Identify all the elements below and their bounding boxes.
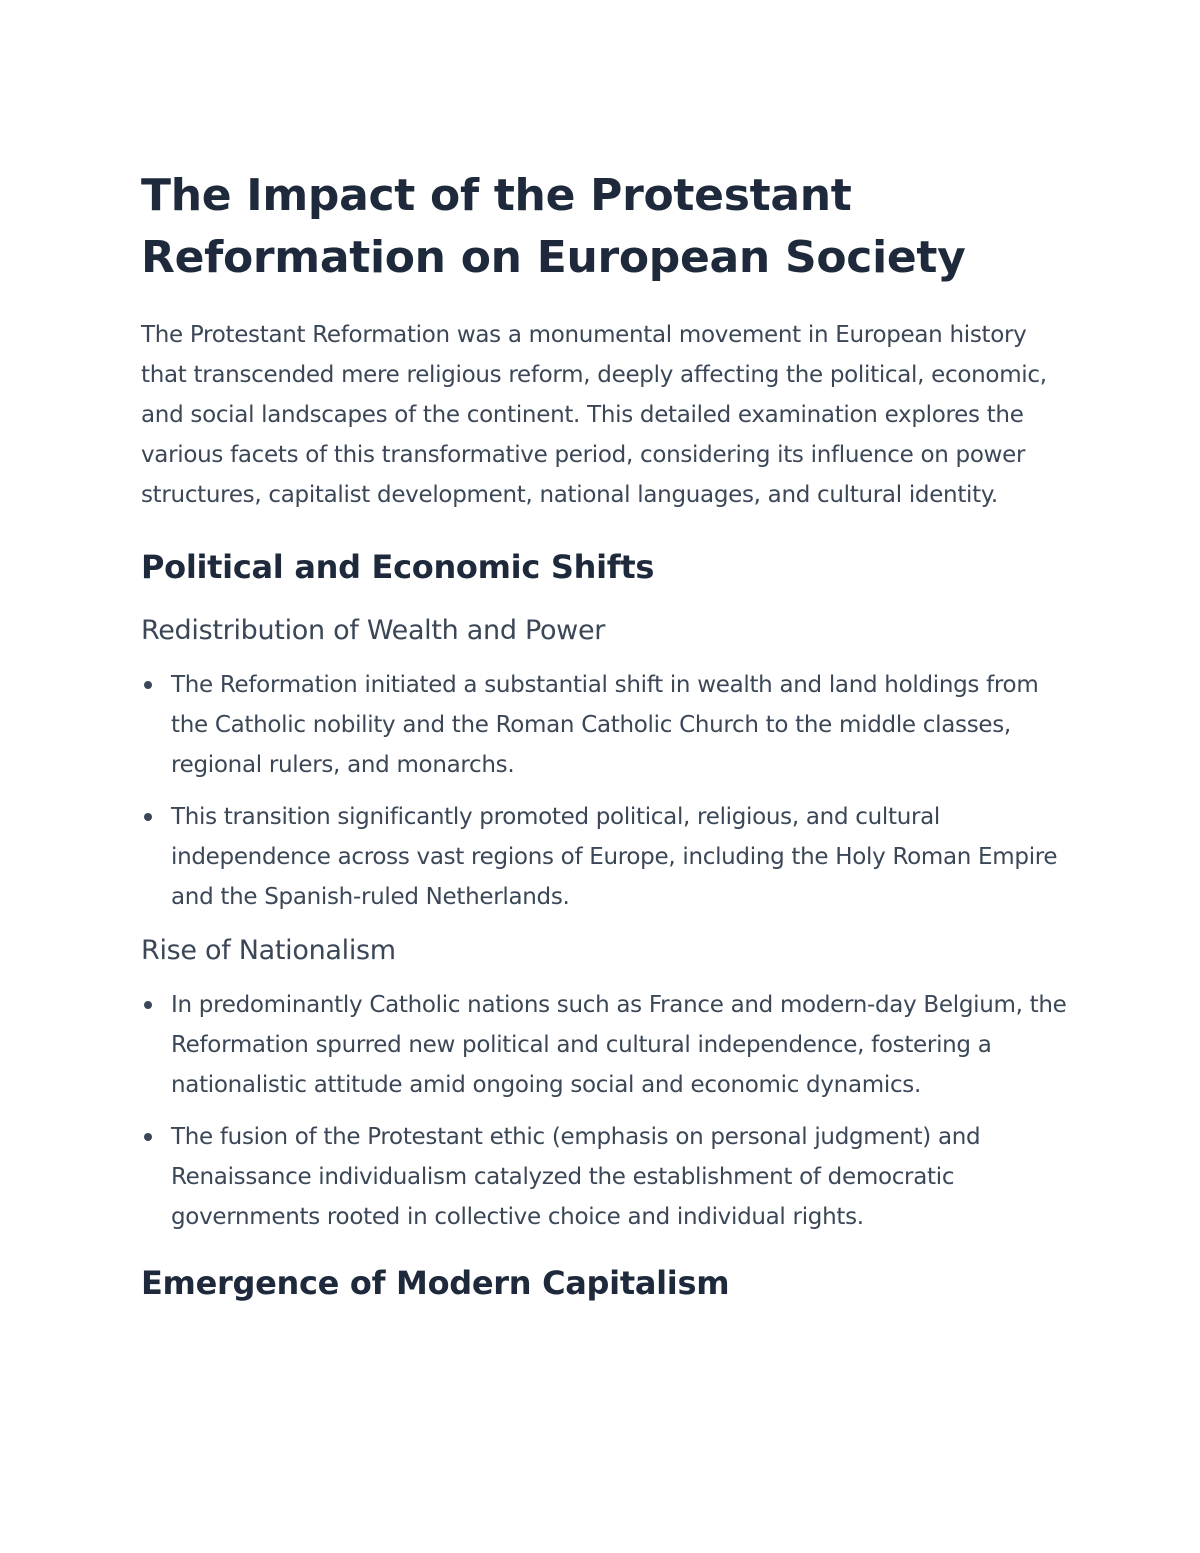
bullet-icon bbox=[144, 681, 152, 689]
subsection-heading-nationalism: Rise of Nationalism bbox=[141, 935, 396, 966]
list-item-text: In predominantly Catholic nations such as France and modern-day Belgium, the Reformation spurred new political and cultural independence, fostering a nationalistic attitude amid ongoing social and economic dynamics. bbox=[171, 992, 1067, 1098]
section-heading-political-economic: Political and Economic Shifts bbox=[141, 548, 655, 586]
list-item bbox=[141, 665, 1071, 785]
bullet-icon bbox=[144, 813, 152, 821]
list-item-text: This transition significantly promoted political, religious, and cultural independence across vast regions of Europe, including the Holy Roman Empire and the Spanish-ruled Netherlands. bbox=[171, 804, 1058, 910]
list-item-text: The fusion of the Protestant ethic (emphasis on personal judgment) and Renaissance individualism catalyzed the establishment of democratic governments rooted in collective choice and individual rights. bbox=[171, 1124, 981, 1230]
list-item-text: The Reformation initiated a substantial shift in wealth and land holdings from the Catholic nobility and the Roman Catholic Church to the middle classes, regional rulers, and monarchs. bbox=[171, 672, 1039, 778]
nationalism-bullet-list bbox=[141, 985, 1071, 1237]
document-title: The Impact of the Protestant Reformation on European Society bbox=[141, 170, 966, 283]
bullet-icon bbox=[144, 1001, 152, 1009]
subsection-heading-redistribution: Redistribution of Wealth and Power bbox=[141, 615, 606, 646]
section-heading-capitalism: Emergence of Modern Capitalism bbox=[141, 1264, 730, 1302]
bullet-icon bbox=[144, 1133, 152, 1141]
intro-paragraph: The Protestant Reformation was a monumental movement in European history that transcended mere religious reform, deeply affecting the political, economic, and social landscapes of the continent. This detailed examination explores the various facets of this transformative period, considering its influence on power structures, capitalist development, national languages, and cultural identity. bbox=[141, 322, 1047, 508]
list-item bbox=[141, 985, 1071, 1105]
document-page bbox=[141, 165, 1071, 1309]
list-item bbox=[141, 797, 1071, 917]
redistribution-bullet-list bbox=[141, 665, 1071, 917]
list-item bbox=[141, 1117, 1071, 1237]
